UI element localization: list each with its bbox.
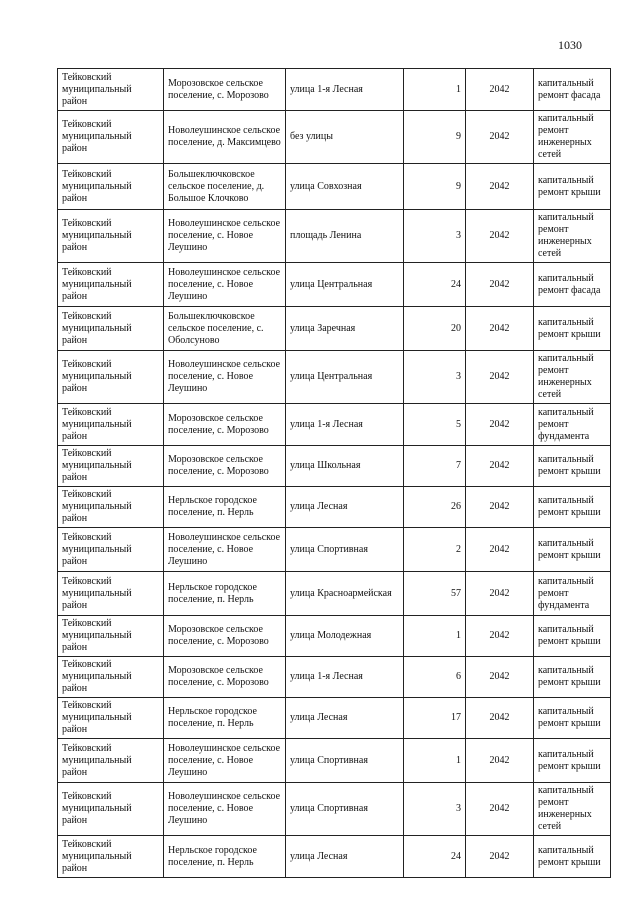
year-cell: 2042 — [466, 210, 534, 263]
settlement-cell: Новолеушинское сельское поселение, с. Новое Леушино — [164, 210, 286, 263]
year-cell: 2042 — [466, 404, 534, 446]
settlement-cell: Большеключковское сельское поселение, с. Оболсуново — [164, 307, 286, 351]
district-cell: Тейковский муниципальный район — [58, 404, 164, 446]
settlement-cell: Новолеушинское сельское поселение, с. Новое Леушино — [164, 739, 286, 783]
street-cell: улица Школьная — [286, 446, 404, 487]
street-cell: площадь Ленина — [286, 210, 404, 263]
district-cell: Тейковский муниципальный район — [58, 657, 164, 698]
house-number-cell: 2 — [404, 528, 466, 572]
house-number-cell: 5 — [404, 404, 466, 446]
street-cell: улица 1-я Лесная — [286, 657, 404, 698]
table-row — [58, 446, 611, 487]
table-row — [58, 210, 611, 263]
table-row — [58, 404, 611, 446]
work-type-cell: капитальный ремонт инженерных сетей — [534, 210, 611, 263]
work-type-cell: капитальный ремонт крыши — [534, 836, 611, 878]
year-cell: 2042 — [466, 572, 534, 616]
street-cell: улица Заречная — [286, 307, 404, 351]
work-type-cell: капитальный ремонт фундамента — [534, 572, 611, 616]
table-row — [58, 487, 611, 528]
street-cell: улица Спортивная — [286, 528, 404, 572]
page-number: 1030 — [558, 38, 582, 52]
settlement-cell: Морозовское сельское поселение, с. Морозово — [164, 616, 286, 657]
house-number-cell: 20 — [404, 307, 466, 351]
district-cell: Тейковский муниципальный район — [58, 528, 164, 572]
house-number-cell: 57 — [404, 572, 466, 616]
table-row — [58, 836, 611, 878]
street-cell: улица Спортивная — [286, 783, 404, 836]
street-cell: улица Центральная — [286, 351, 404, 404]
house-number-cell: 3 — [404, 351, 466, 404]
work-type-cell: капитальный ремонт фасада — [534, 263, 611, 307]
settlement-cell: Новолеушинское сельское поселение, д. Максимцево — [164, 111, 286, 164]
year-cell: 2042 — [466, 836, 534, 878]
house-number-cell: 3 — [404, 783, 466, 836]
table-row — [58, 351, 611, 404]
settlement-cell: Новолеушинское сельское поселение, с. Новое Леушино — [164, 528, 286, 572]
year-cell: 2042 — [466, 528, 534, 572]
house-number-cell: 1 — [404, 616, 466, 657]
table-row — [58, 528, 611, 572]
table-row — [58, 783, 611, 836]
house-number-cell: 26 — [404, 487, 466, 528]
year-cell: 2042 — [466, 783, 534, 836]
district-cell: Тейковский муниципальный район — [58, 263, 164, 307]
work-type-cell: капитальный ремонт инженерных сетей — [534, 783, 611, 836]
registry-table — [57, 68, 611, 878]
table-row — [58, 69, 611, 111]
table-row — [58, 111, 611, 164]
work-type-cell: капитальный ремонт крыши — [534, 739, 611, 783]
settlement-cell: Новолеушинское сельское поселение, с. Новое Леушино — [164, 351, 286, 404]
year-cell: 2042 — [466, 164, 534, 210]
settlement-cell: Морозовское сельское поселение, с. Морозово — [164, 657, 286, 698]
house-number-cell: 7 — [404, 446, 466, 487]
work-type-cell: капитальный ремонт крыши — [534, 616, 611, 657]
work-type-cell: капитальный ремонт фундамента — [534, 404, 611, 446]
work-type-cell: капитальный ремонт инженерных сетей — [534, 351, 611, 404]
district-cell: Тейковский муниципальный район — [58, 783, 164, 836]
street-cell: улица Центральная — [286, 263, 404, 307]
house-number-cell: 24 — [404, 836, 466, 878]
year-cell: 2042 — [466, 263, 534, 307]
year-cell: 2042 — [466, 657, 534, 698]
work-type-cell: капитальный ремонт крыши — [534, 698, 611, 739]
district-cell: Тейковский муниципальный район — [58, 164, 164, 210]
street-cell: улица 1-я Лесная — [286, 69, 404, 111]
table-row — [58, 164, 611, 210]
work-type-cell: капитальный ремонт фасада — [534, 69, 611, 111]
table-row — [58, 616, 611, 657]
work-type-cell: капитальный ремонт крыши — [534, 307, 611, 351]
district-cell: Тейковский муниципальный район — [58, 572, 164, 616]
table-row — [58, 739, 611, 783]
work-type-cell: капитальный ремонт крыши — [534, 164, 611, 210]
street-cell: улица Красноармейская — [286, 572, 404, 616]
house-number-cell: 9 — [404, 111, 466, 164]
district-cell: Тейковский муниципальный район — [58, 698, 164, 739]
house-number-cell: 24 — [404, 263, 466, 307]
table-row — [58, 307, 611, 351]
street-cell: улица Лесная — [286, 698, 404, 739]
work-type-cell: капитальный ремонт крыши — [534, 528, 611, 572]
district-cell: Тейковский муниципальный район — [58, 836, 164, 878]
house-number-cell: 9 — [404, 164, 466, 210]
settlement-cell: Нерльское городское поселение, п. Нерль — [164, 698, 286, 739]
district-cell: Тейковский муниципальный район — [58, 210, 164, 263]
settlement-cell: Новолеушинское сельское поселение, с. Новое Леушино — [164, 263, 286, 307]
street-cell: улица 1-я Лесная — [286, 404, 404, 446]
year-cell: 2042 — [466, 616, 534, 657]
district-cell: Тейковский муниципальный район — [58, 111, 164, 164]
house-number-cell: 17 — [404, 698, 466, 739]
house-number-cell: 1 — [404, 69, 466, 111]
district-cell: Тейковский муниципальный район — [58, 739, 164, 783]
street-cell: без улицы — [286, 111, 404, 164]
settlement-cell: Нерльское городское поселение, п. Нерль — [164, 487, 286, 528]
district-cell: Тейковский муниципальный район — [58, 616, 164, 657]
street-cell: улица Лесная — [286, 487, 404, 528]
year-cell: 2042 — [466, 69, 534, 111]
registry-table-body — [58, 69, 611, 878]
settlement-cell: Нерльское городское поселение, п. Нерль — [164, 572, 286, 616]
district-cell: Тейковский муниципальный район — [58, 487, 164, 528]
table-row — [58, 698, 611, 739]
table-row — [58, 263, 611, 307]
work-type-cell: капитальный ремонт крыши — [534, 446, 611, 487]
year-cell: 2042 — [466, 111, 534, 164]
house-number-cell: 3 — [404, 210, 466, 263]
work-type-cell: капитальный ремонт инженерных сетей — [534, 111, 611, 164]
settlement-cell: Морозовское сельское поселение, с. Морозово — [164, 404, 286, 446]
year-cell: 2042 — [466, 739, 534, 783]
street-cell: улица Совхозная — [286, 164, 404, 210]
year-cell: 2042 — [466, 698, 534, 739]
table-row — [58, 657, 611, 698]
table-row — [58, 572, 611, 616]
work-type-cell: капитальный ремонт крыши — [534, 657, 611, 698]
district-cell: Тейковский муниципальный район — [58, 351, 164, 404]
house-number-cell: 1 — [404, 739, 466, 783]
year-cell: 2042 — [466, 307, 534, 351]
settlement-cell: Морозовское сельское поселение, с. Морозово — [164, 69, 286, 111]
house-number-cell: 6 — [404, 657, 466, 698]
district-cell: Тейковский муниципальный район — [58, 307, 164, 351]
settlement-cell: Новолеушинское сельское поселение, с. Новое Леушино — [164, 783, 286, 836]
street-cell: улица Спортивная — [286, 739, 404, 783]
street-cell: улица Лесная — [286, 836, 404, 878]
year-cell: 2042 — [466, 487, 534, 528]
settlement-cell: Нерльское городское поселение, п. Нерль — [164, 836, 286, 878]
settlement-cell: Морозовское сельское поселение, с. Морозово — [164, 446, 286, 487]
settlement-cell: Большеключковское сельское поселение, д. Большое Клочково — [164, 164, 286, 210]
year-cell: 2042 — [466, 351, 534, 404]
year-cell: 2042 — [466, 446, 534, 487]
district-cell: Тейковский муниципальный район — [58, 446, 164, 487]
district-cell: Тейковский муниципальный район — [58, 69, 164, 111]
work-type-cell: капитальный ремонт крыши — [534, 487, 611, 528]
street-cell: улица Молодежная — [286, 616, 404, 657]
